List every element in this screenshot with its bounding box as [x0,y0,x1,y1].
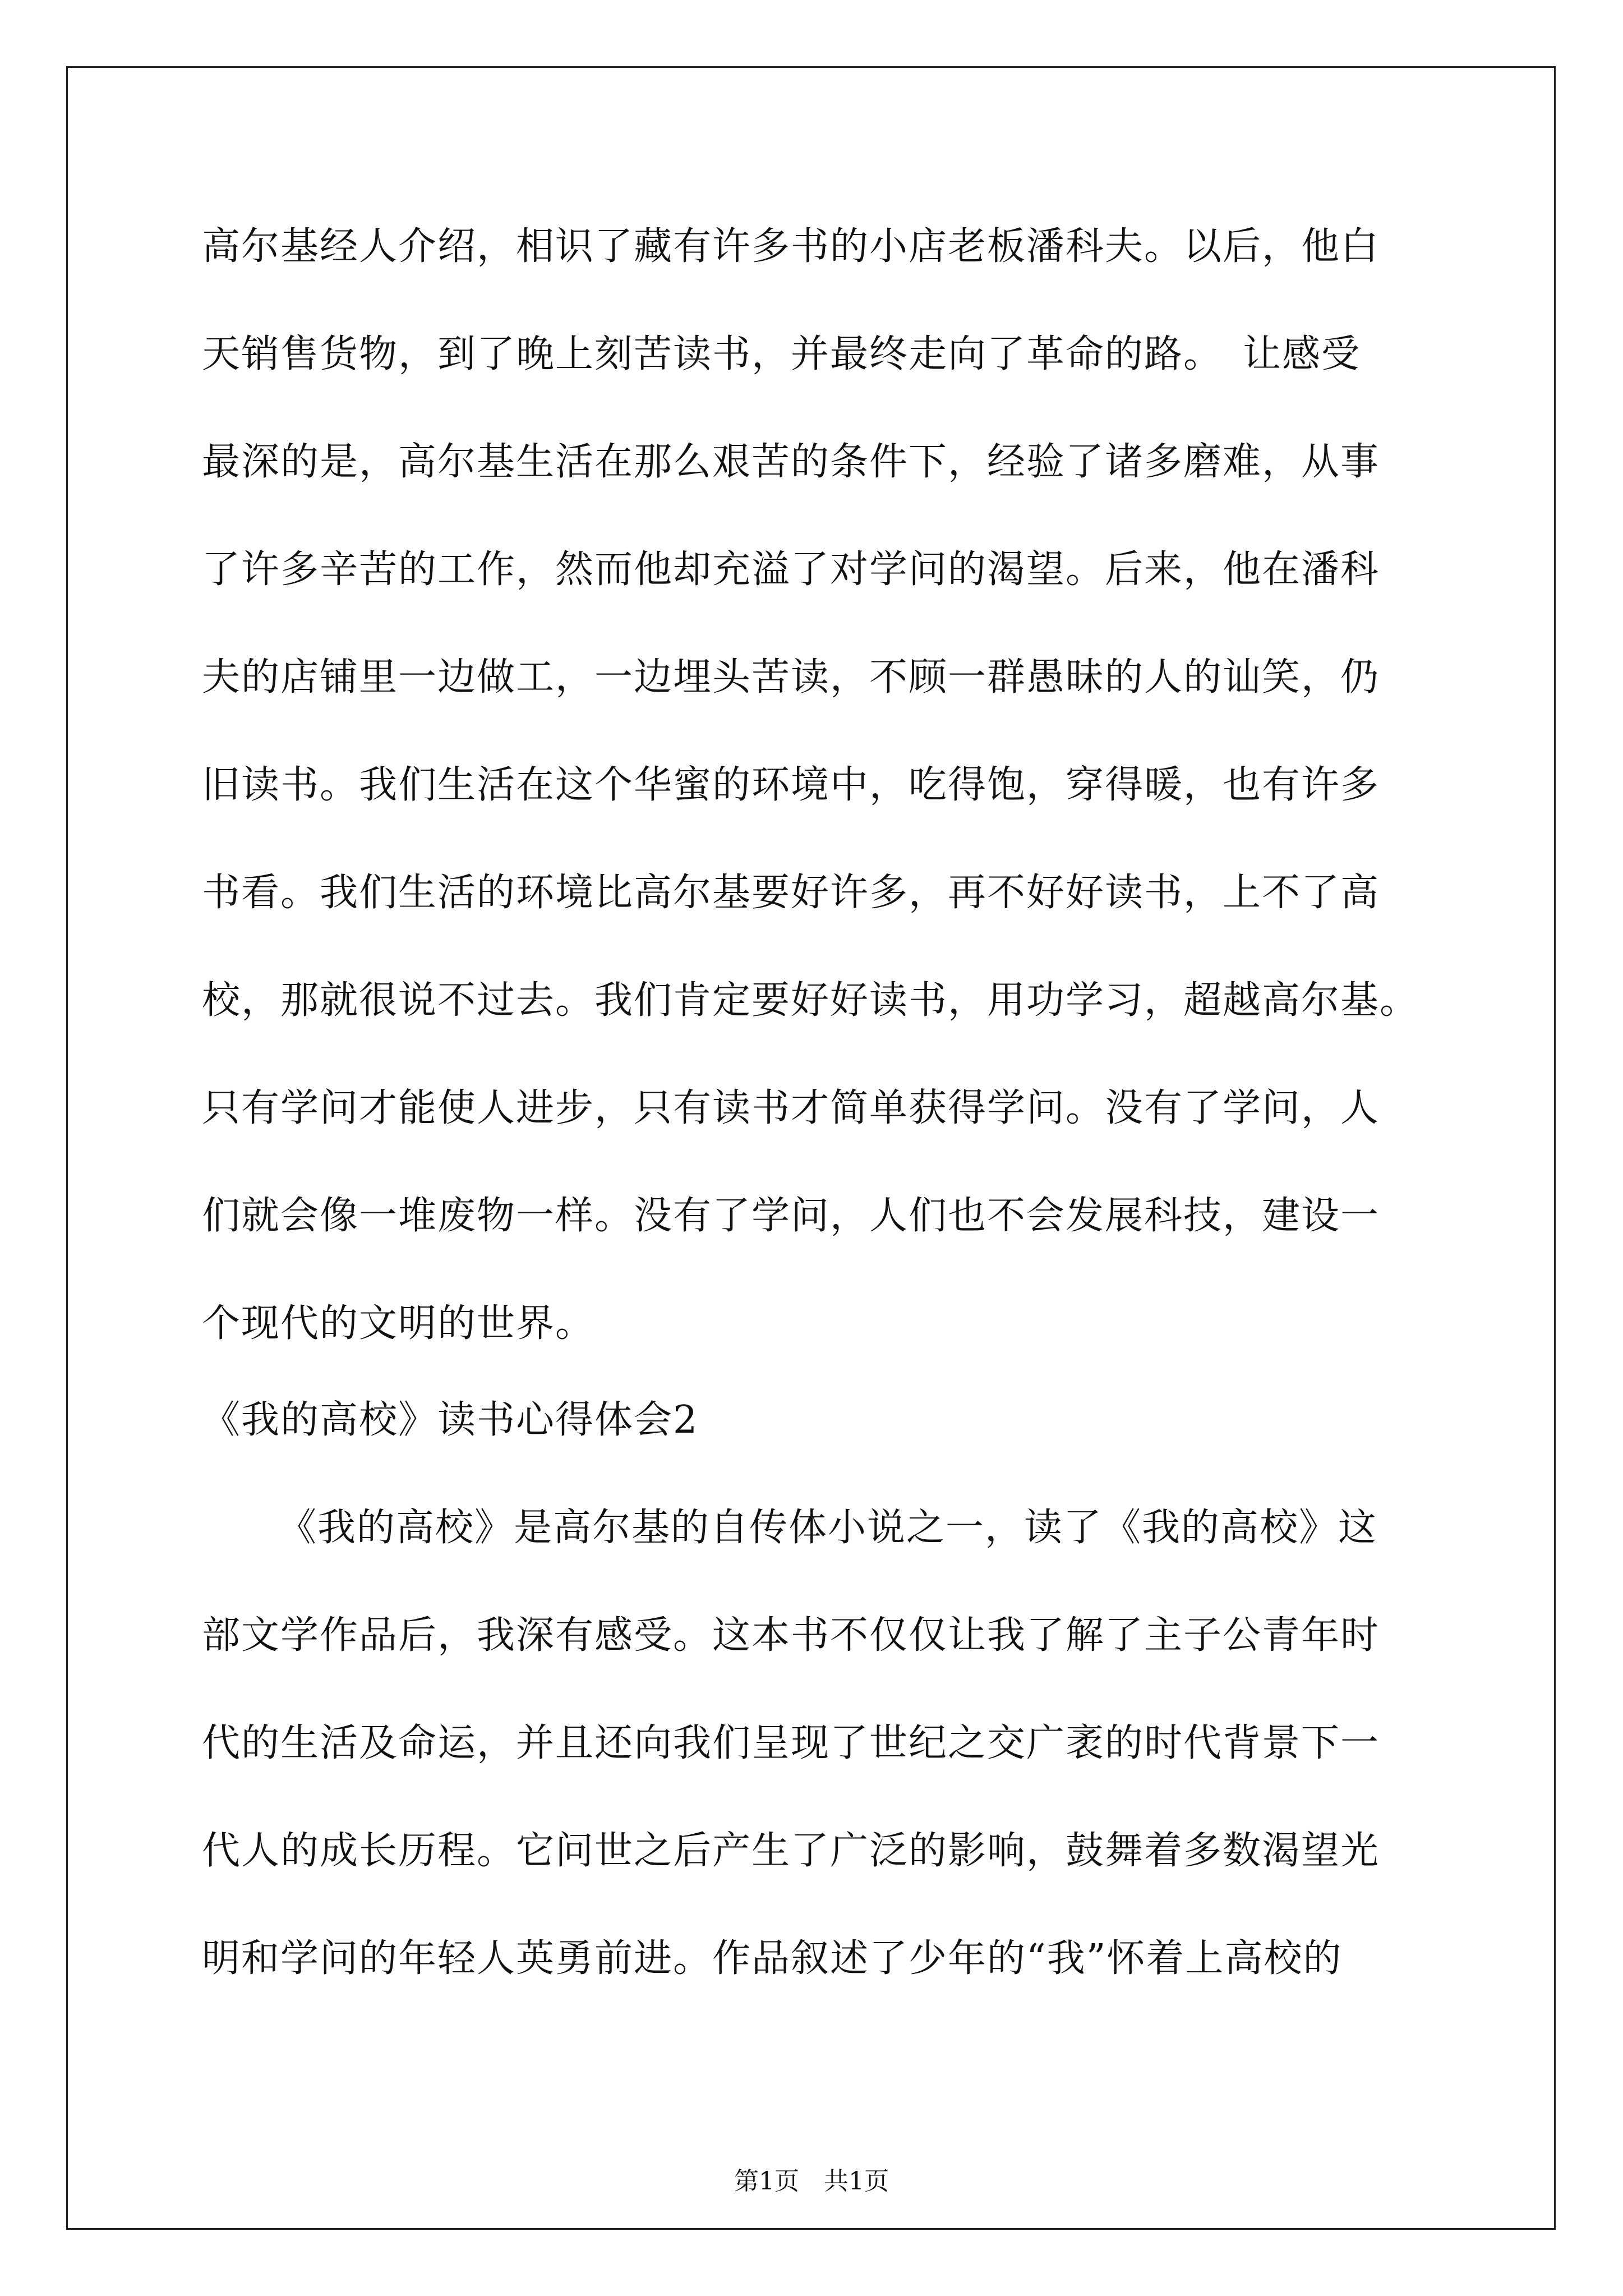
text-line: 书看。我们生活的环境比高尔基要好许多，再不好好读书，上不了高 [202,871,1380,915]
text-line: 夫的店铺里一边做工，一边埋头苦读，不顾一群愚昧的人的讪笑，仍 [202,655,1380,700]
text-line: 高尔基经人介绍，相识了藏有许多书的小店老板潘科夫。以后，他白 [202,224,1380,269]
text-line: 《我的高校》是高尔基的自传体小说之一，读了《我的高校》这 [278,1506,1378,1550]
text-line: 部文学作品后，我深有感受。这本书不仅仅让我了解了主子公青年时 [202,1613,1380,1658]
page-border [66,66,1556,2230]
text-line: 代的生活及命运，并且还向我们呈现了世纪之交广袤的时代背景下一 [202,1721,1380,1765]
text-line: 只有学问才能使人进步，只有读书才简单获得学问。没有了学问，人 [202,1086,1380,1130]
text-line: 校，那就很说不过去。我们肯定要好好读书，用功学习，超越高尔基。 [202,978,1419,1023]
text-line: 个现代的文明的世界。 [202,1301,595,1346]
text-line: 最深的是，高尔基生活在那么艰苦的条件下，经验了诸多磨难，从事 [202,440,1380,484]
text-line: 了许多辛苦的工作，然而他却充溢了对学问的渴望。后来，他在潘科 [202,547,1380,592]
text-line: 代人的成长历程。它问世之后产生了广泛的影响，鼓舞着多数渴望光 [202,1829,1380,1873]
text-line: 天销售货物，到了晚上刻苦读书，并最终走向了革命的路。 让感受 [202,332,1361,376]
page-number-footer: 第1页 共1页 [734,2167,889,2196]
text-line: 们就会像一堆废物一样。没有了学问，人们也不会发展科技，建设一 [202,1194,1380,1238]
text-line: 明和学问的年轻人英勇前进。作品叙述了少年的“我”怀着上高校的 [202,1936,1343,1981]
section-heading: 《我的高校》读书心得体会2 [202,1398,699,1442]
text-line: 旧读书。我们生活在这个华蜜的环境中，吃得饱，穿得暖，也有许多 [202,763,1380,807]
